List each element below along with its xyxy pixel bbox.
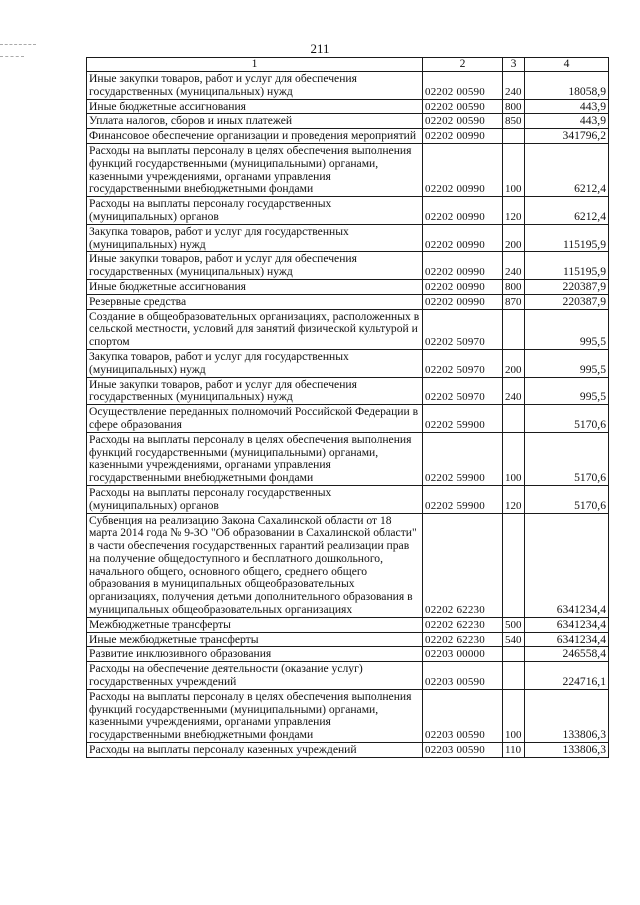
row-code: 02202 00990: [423, 279, 503, 294]
row-amount: 6212,4: [525, 197, 609, 225]
table-row: [87, 405, 609, 433]
row-amount: 133806,3: [525, 689, 609, 742]
row-code: 02202 62230: [423, 513, 503, 617]
table-row: [87, 349, 609, 377]
row-expense-type: [503, 405, 525, 433]
row-name: Финансовое обеспечение организации и проведения мероприятий: [87, 129, 423, 144]
row-name: Расходы на выплаты персоналу в целях обеспечения выполнения функций государственными (муниципальными) органами, казенными учреждениями, органами управления государственными внебюджетными фондами: [87, 432, 423, 485]
row-name: Расходы на выплаты персоналу в целях обеспечения выполнения функций государственными (муниципальными) органами, казенными учреждениями, органами управления государственными внебюджетными фондами: [87, 689, 423, 742]
table-row: [87, 143, 609, 196]
row-name: Иные бюджетные ассигнования: [87, 279, 423, 294]
table-row: [87, 485, 609, 513]
table-row: [87, 72, 609, 100]
row-amount: 133806,3: [525, 743, 609, 758]
row-name: Иные закупки товаров, работ и услуг для обеспечения государственных (муниципальных) нужд: [87, 377, 423, 405]
row-code: 02202 00990: [423, 294, 503, 309]
table-row: [87, 513, 609, 617]
header-col-1: 1: [87, 58, 423, 72]
row-amount: 995,5: [525, 377, 609, 405]
row-amount: 995,5: [525, 309, 609, 349]
table-row: [87, 252, 609, 280]
row-code: 02202 00990: [423, 129, 503, 144]
row-code: 02202 50970: [423, 309, 503, 349]
row-amount: 6341234,4: [525, 513, 609, 617]
row-code: 02202 59900: [423, 432, 503, 485]
row-amount: 443,9: [525, 114, 609, 129]
row-expense-type: 110: [503, 743, 525, 758]
row-code: 02202 00590: [423, 99, 503, 114]
table-row: [87, 197, 609, 225]
row-code: 02202 00990: [423, 224, 503, 252]
row-name: Расходы на выплаты персоналу в целях обеспечения выполнения функций государственными (муниципальными) органами, казенными учреждениями, органами управления государственными внебюджетными фондами: [87, 143, 423, 196]
row-name: Закупка товаров, работ и услуг для государственных (муниципальных) нужд: [87, 224, 423, 252]
row-amount: 5170,6: [525, 485, 609, 513]
row-code: 02202 50970: [423, 377, 503, 405]
row-name: Развитие инклюзивного образования: [87, 647, 423, 662]
row-name: Расходы на выплаты персоналу государственных (муниципальных) органов: [87, 197, 423, 225]
row-expense-type: 500: [503, 617, 525, 632]
row-code: 02202 00590: [423, 72, 503, 100]
table-header-row: [87, 58, 609, 72]
row-amount: 220387,9: [525, 279, 609, 294]
row-code: 02203 00590: [423, 689, 503, 742]
row-amount: 220387,9: [525, 294, 609, 309]
budget-table: [86, 57, 609, 758]
row-code: 02202 00990: [423, 197, 503, 225]
row-expense-type: 850: [503, 114, 525, 129]
row-name: Субвенция на реализацию Закона Сахалинской области от 18 марта 2014 года № 9-ЗО "Об образовании в Сахалинской области" в части обеспечения государственных гарантий реализации прав на получение общедоступного и бесплатного дошкольного, начального общего, основного общего, среднего общего образования в муниципальных общеобразовательных организациях, получения детьми дополнительного образования в муниципальных общеобразовательных организациях: [87, 513, 423, 617]
row-code: 02203 00590: [423, 662, 503, 690]
row-expense-type: 120: [503, 485, 525, 513]
table-row: [87, 662, 609, 690]
row-name: Межбюджетные трансферты: [87, 617, 423, 632]
table-row: [87, 279, 609, 294]
row-amount: 6341234,4: [525, 617, 609, 632]
row-expense-type: [503, 129, 525, 144]
row-name: Расходы на выплаты персоналу казенных учреждений: [87, 743, 423, 758]
row-name: Осуществление переданных полномочий Российской Федерации в сфере образования: [87, 405, 423, 433]
row-amount: 18058,9: [525, 72, 609, 100]
row-expense-type: 100: [503, 689, 525, 742]
row-expense-type: 240: [503, 72, 525, 100]
row-amount: 443,9: [525, 99, 609, 114]
row-expense-type: 240: [503, 252, 525, 280]
row-name: Резервные средства: [87, 294, 423, 309]
row-name: Иные закупки товаров, работ и услуг для обеспечения государственных (муниципальных) нужд: [87, 252, 423, 280]
row-code: 02203 00590: [423, 743, 503, 758]
row-amount: 115195,9: [525, 224, 609, 252]
row-expense-type: 800: [503, 279, 525, 294]
row-name: Расходы на выплаты персоналу государственных (муниципальных) органов: [87, 485, 423, 513]
table-row: [87, 294, 609, 309]
table-row: [87, 99, 609, 114]
row-amount: 6212,4: [525, 143, 609, 196]
table-row: [87, 743, 609, 758]
header-col-3: 3: [503, 58, 525, 72]
row-expense-type: [503, 647, 525, 662]
row-code: 02202 62230: [423, 632, 503, 647]
row-amount: 341796,2: [525, 129, 609, 144]
row-expense-type: 100: [503, 432, 525, 485]
table-row: [87, 377, 609, 405]
row-code: 02202 59900: [423, 485, 503, 513]
row-expense-type: 240: [503, 377, 525, 405]
row-name: Иные межбюджетные трансферты: [87, 632, 423, 647]
row-code: 02202 50970: [423, 349, 503, 377]
table-row: [87, 647, 609, 662]
header-col-2: 2: [423, 58, 503, 72]
row-code: 02202 00590: [423, 114, 503, 129]
row-name: Уплата налогов, сборов и иных платежей: [87, 114, 423, 129]
header-col-4: 4: [525, 58, 609, 72]
table-row: [87, 114, 609, 129]
row-name: Создание в общеобразовательных организациях, расположенных в сельской местности, условий для занятий физической культурой и спортом: [87, 309, 423, 349]
row-expense-type: 800: [503, 99, 525, 114]
table-row: [87, 309, 609, 349]
table-row: [87, 617, 609, 632]
table-row: [87, 129, 609, 144]
row-amount: 115195,9: [525, 252, 609, 280]
row-expense-type: 100: [503, 143, 525, 196]
table-row: [87, 224, 609, 252]
row-name: Расходы на обеспечение деятельности (оказание услуг) государственных учреждений: [87, 662, 423, 690]
row-expense-type: [503, 662, 525, 690]
row-name: Закупка товаров, работ и услуг для государственных (муниципальных) нужд: [87, 349, 423, 377]
row-amount: 224716,1: [525, 662, 609, 690]
row-amount: 6341234,4: [525, 632, 609, 647]
row-expense-type: 200: [503, 224, 525, 252]
row-amount: 5170,6: [525, 405, 609, 433]
row-amount: 995,5: [525, 349, 609, 377]
table-row: [87, 689, 609, 742]
table-row: [87, 432, 609, 485]
row-expense-type: [503, 513, 525, 617]
page-number: 211: [310, 41, 330, 56]
row-expense-type: [503, 309, 525, 349]
row-code: 02203 00000: [423, 647, 503, 662]
row-code: 02202 62230: [423, 617, 503, 632]
table-row: [87, 632, 609, 647]
row-expense-type: 870: [503, 294, 525, 309]
row-amount: 246558,4: [525, 647, 609, 662]
row-amount: 5170,6: [525, 432, 609, 485]
row-code: 02202 00990: [423, 252, 503, 280]
row-name: Иные бюджетные ассигнования: [87, 99, 423, 114]
row-code: 02202 59900: [423, 405, 503, 433]
row-expense-type: 540: [503, 632, 525, 647]
row-expense-type: 120: [503, 197, 525, 225]
row-expense-type: 200: [503, 349, 525, 377]
row-name: Иные закупки товаров, работ и услуг для обеспечения государственных (муниципальных) нужд: [87, 72, 423, 100]
row-code: 02202 00990: [423, 143, 503, 196]
